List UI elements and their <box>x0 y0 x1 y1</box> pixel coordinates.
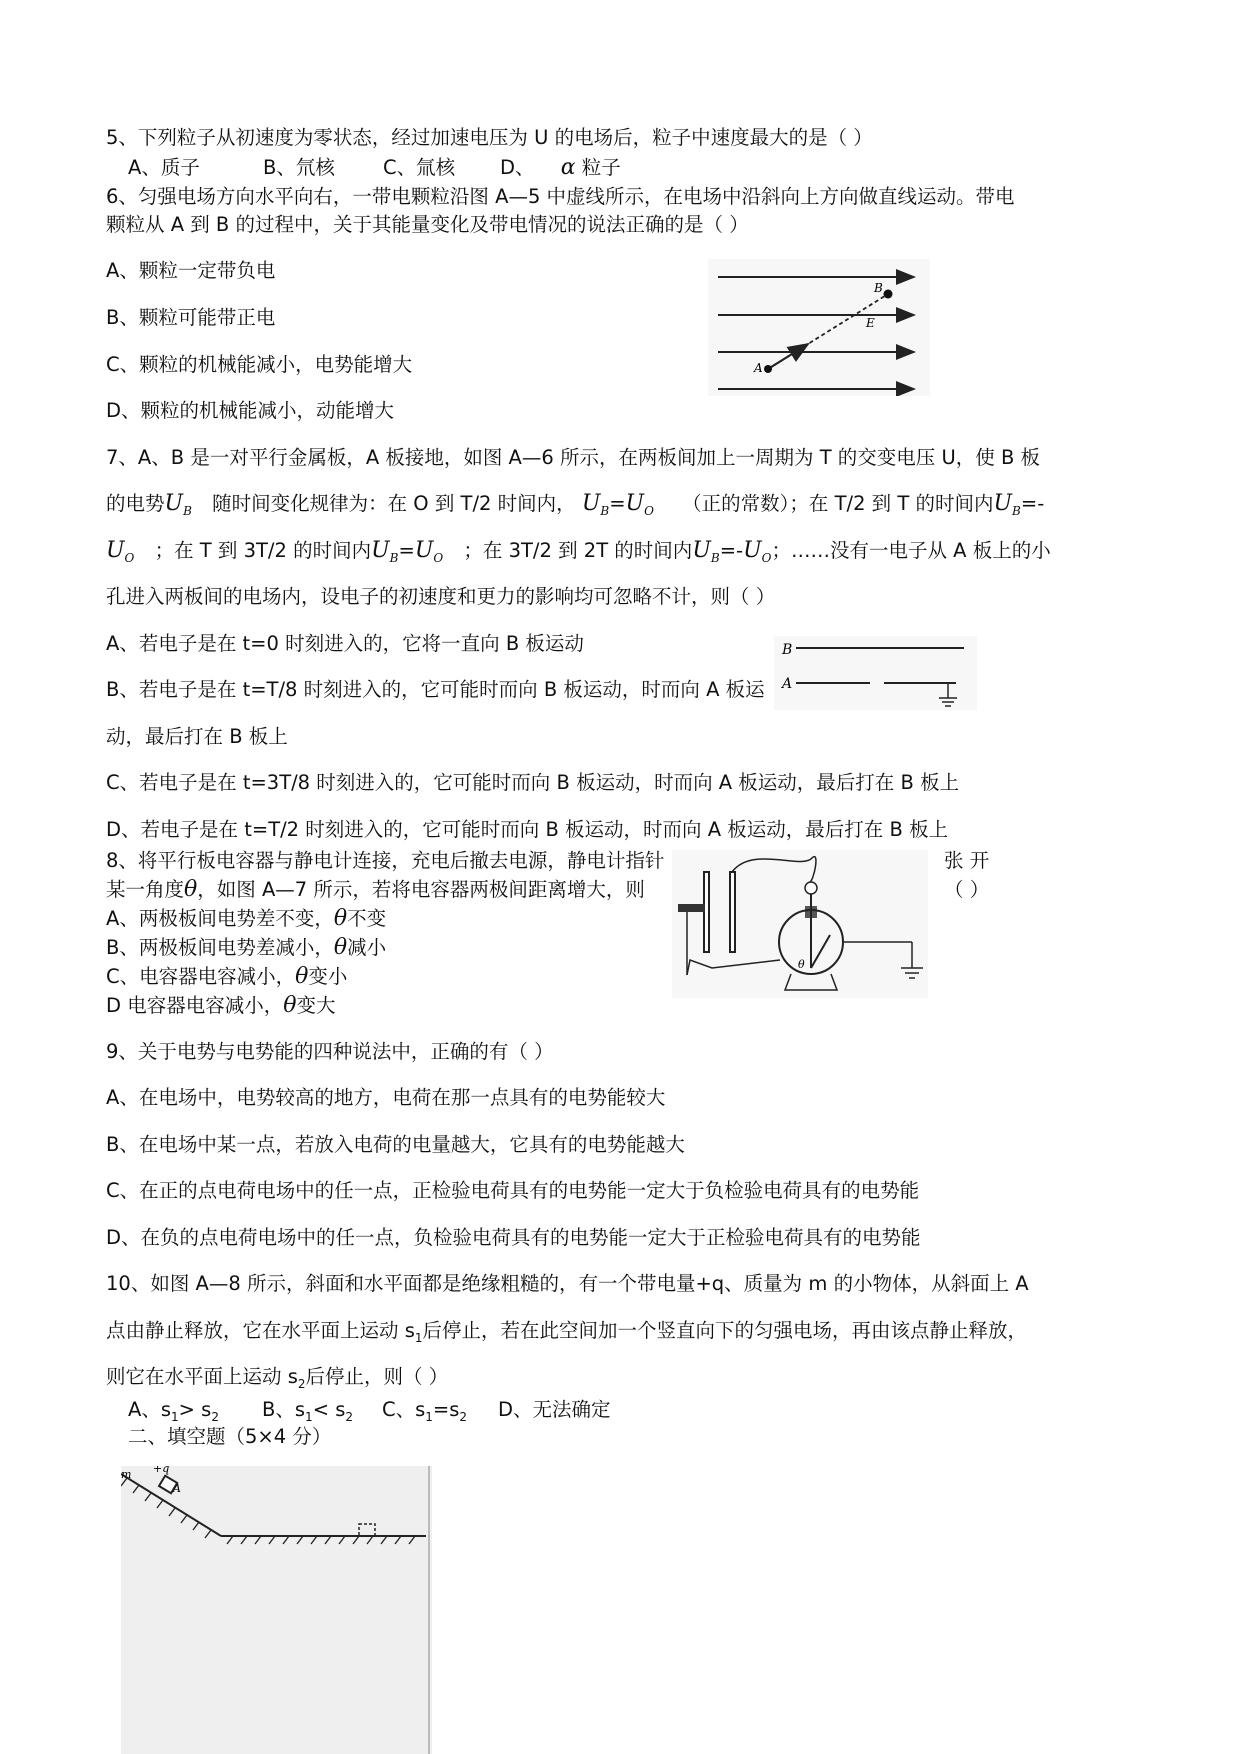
q9-option-b: B、在电场中某一点，若放入电荷的电量越大，它具有的电势能越大 <box>106 1133 685 1156</box>
q8-option-d: D 电容器电容减小，θ变大 <box>106 993 336 1018</box>
q9-option-a: A、在电场中，电势较高的地方，电荷在那一点具有的电势能较大 <box>106 1086 666 1109</box>
q6-option-a: A、颗粒一定带负电 <box>106 259 276 282</box>
q5-option-a: A、质子 <box>128 156 200 179</box>
section-2-heading: 二、填空题（5×4 分） <box>128 1425 332 1448</box>
q10-option-a: A、$s_1> s_2$ <box>128 1398 219 1424</box>
fig-a8-label-q: +q <box>153 1466 170 1475</box>
q5-option-d-text: 粒子 <box>581 156 621 179</box>
fig-a6-label-a: A <box>782 676 793 692</box>
q7-option-a: A、若电子是在 t=0 时刻进入的，它将一直向 B 板运动 <box>106 632 584 655</box>
q8-option-a: A、两极板间电势差不变，θ不变 <box>106 906 387 931</box>
q6-stem-line2: 颗粒从 A 到 B 的过程中，关于其能量变化及带电情况的说法正确的是（ ） <box>106 213 749 236</box>
alpha-symbol: α <box>560 155 576 180</box>
fig-a8-label-a: A <box>173 1482 181 1495</box>
figure-a8 <box>121 1466 432 1754</box>
q6-option-c: C、颗粒的机械能减小，电势能增大 <box>106 353 413 376</box>
q8-line1-tail: 张 开 <box>944 849 990 872</box>
fig-a5-label-b: B <box>874 281 883 295</box>
q7-line3: $U_O$ ；在 T 到 3T/2 的时间内$U_B=U_O$ ；在 3T/2 到 2T 的时间内$U_B=-U_O$；……没有一电子从 A 板上的小 <box>106 538 1051 565</box>
q9-option-d: D、在负的点电荷电场中的任一点，负检验电荷具有的电势能一定大于正检验电荷具有的电势能 <box>106 1226 921 1249</box>
q10-line3: 则它在水平面上运动 $s_2$后停止，则（ ） <box>106 1365 449 1391</box>
q7-line2: 的电势$U_B$ 随时间变化规律为：在 O 到 T/2 时间内， $U_B=U_O$ （正的常数）；在 T/2 到 T 的时间内$U_B=-$ <box>106 491 1045 518</box>
q6-option-d: D、颗粒的机械能减小，动能增大 <box>106 399 395 422</box>
q6-option-b: B、颗粒可能带正电 <box>106 306 276 329</box>
q8-option-c: C、电容器电容减小，θ变小 <box>106 964 348 989</box>
q7-option-b: B、若电子是在 t=T/8 时刻进入的，它可能时而向 B 板运动，时而向 A 板运 <box>106 678 765 701</box>
q8-line2-tail: （ ） <box>944 878 990 901</box>
q7-line1: 7、A、B 是一对平行金属板，A 板接地，如图 A—6 所示，在两板间加上一周期为 T 的交变电压 U，使 B 板 <box>106 446 1041 469</box>
fig-a8-label-m: m <box>121 1468 132 1481</box>
q7-option-d: D、若电子是在 t=T/2 时刻进入的，它可能时而向 B 板运动，时而向 A 板运动，最后打在 B 板上 <box>106 818 949 841</box>
fig-a5-label-a: A <box>754 361 763 375</box>
q7-option-b-cont: 动，最后打在 B 板上 <box>106 725 288 748</box>
q10-line1: 10、如图 A—8 所示，斜面和水平面都是绝缘粗糙的，有一个带电量+q、质量为 m 的小物体，从斜面上 A <box>106 1272 1029 1295</box>
theta-symbol: θ <box>184 877 198 902</box>
fig-a7-theta: θ <box>798 958 805 971</box>
q10-option-c: C、$s_1=s_2$ <box>382 1398 468 1424</box>
fig-a6-label-b: B <box>782 642 793 658</box>
q8-line2: 某一角度θ，如图 A—7 所示，若将电容器两极间距离增大，则 <box>106 877 645 902</box>
q6-stem-line1: 6、匀强电场方向水平向右，一带电颗粒沿图 A—5 中虚线所示，在电场中沿斜向上方向做直线运动。带电 <box>106 185 1015 208</box>
figure-a7 <box>672 850 928 998</box>
q5-option-d-label: D、 <box>500 156 535 179</box>
q9-option-c: C、在正的点电荷电场中的任一点，正检验电荷具有的电势能一定大于负检验电荷具有的电势能 <box>106 1179 920 1202</box>
q5-stem: 5、下列粒子从初速度为零状态，经过加速电压为 U 的电场后，粒子中速度最大的是（ ） <box>106 126 873 149</box>
q5-option-b: B、氘核 <box>263 156 335 179</box>
q5-option-d <box>500 155 621 181</box>
q7-line4: 孔进入两板间的电场内，设电子的初速度和更力的影响均可忽略不计，则（ ） <box>106 585 776 608</box>
figure-a6 <box>774 636 977 710</box>
q5-option-c: C、氚核 <box>383 156 456 179</box>
q9-stem: 9、关于电势与电势能的四种说法中，正确的有（ ） <box>106 1040 554 1063</box>
q8-line1: 8、将平行板电容器与静电计连接，充电后撤去电源，静电计指针 <box>106 849 665 872</box>
figure-a5 <box>708 259 930 396</box>
fig-a5-label-e: E <box>866 316 875 330</box>
q10-option-d: D、无法确定 <box>498 1398 611 1421</box>
q8-option-b: B、两极板间电势差减小，θ减小 <box>106 935 387 960</box>
q10-option-b: B、$s_1< s_2$ <box>262 1398 354 1424</box>
q7-option-c: C、若电子是在 t=3T/8 时刻进入的，它可能时而向 B 板运动，时而向 A 板运动，最后打在 B 板上 <box>106 771 960 794</box>
q10-line2: 点由静止释放，它在水平面上运动 $s_1$后停止，若在此空间加一个竖直向下的匀强电场，再由该点静止释放， <box>106 1319 1028 1345</box>
